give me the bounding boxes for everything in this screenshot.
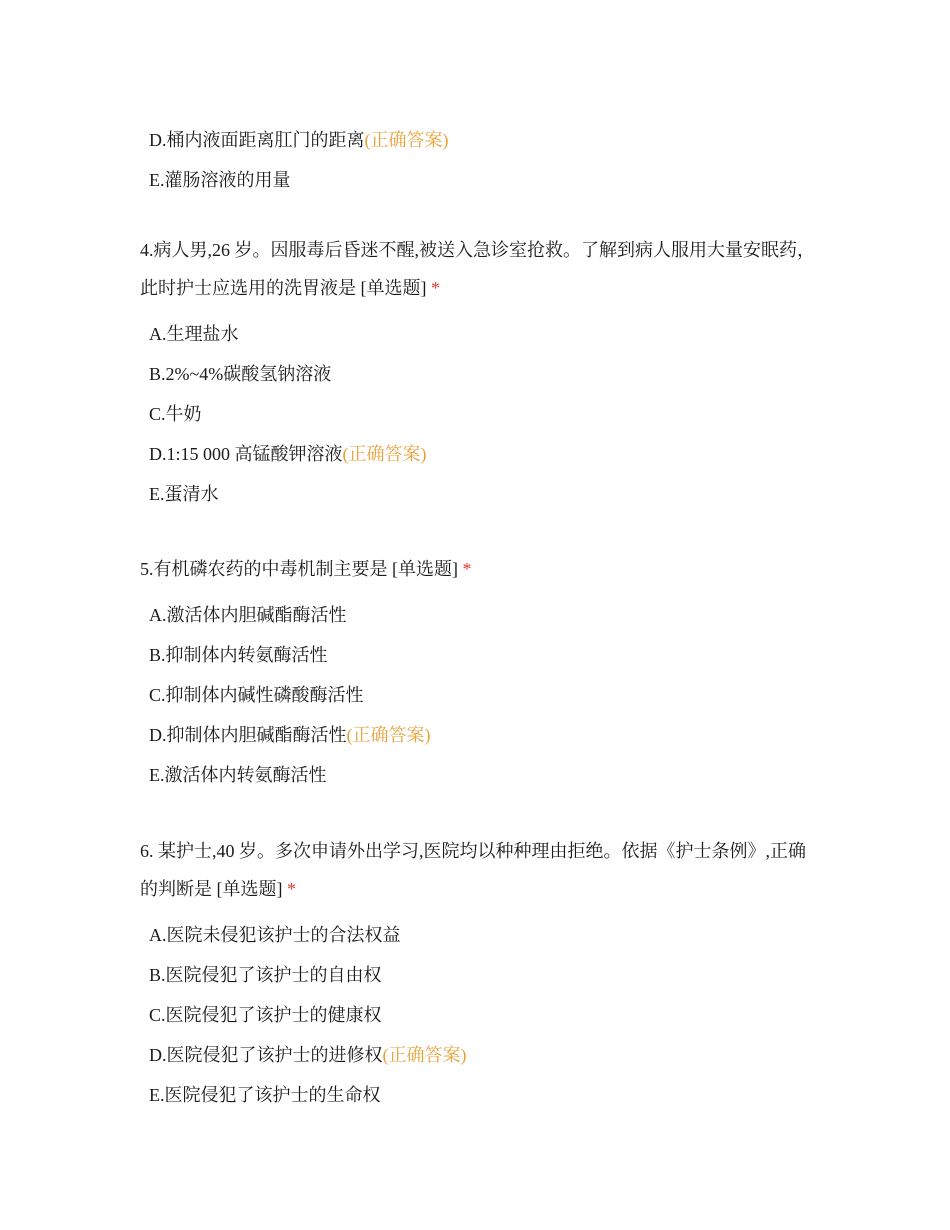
option-d[interactable] — [149, 120, 950, 160]
option-text: B.抑制体内转氨酶活性 — [149, 645, 328, 665]
option-text: E.医院侵犯了该护士的生命权 — [149, 1085, 381, 1105]
option-d[interactable] — [149, 434, 950, 474]
option-text: A.生理盐水 — [149, 324, 239, 344]
question-5 — [0, 550, 950, 795]
option-e[interactable] — [149, 474, 950, 514]
correct-answer-mark: (正确答案) — [342, 444, 427, 464]
option-c[interactable] — [149, 995, 950, 1035]
option-c[interactable] — [149, 394, 950, 434]
option-text: D.1:15 000 高锰酸钾溶液 — [149, 444, 343, 464]
option-text: D.抑制体内胆碱酯酶活性 — [149, 725, 347, 745]
option-e[interactable] — [149, 755, 950, 795]
question-text: 5.有机磷农药的中毒机制主要是 — [140, 559, 388, 579]
option-text: C.医院侵犯了该护士的健康权 — [149, 1005, 382, 1025]
option-text: A.激活体内胆碱酯酶活性 — [149, 605, 347, 625]
option-c[interactable] — [149, 675, 950, 715]
option-a[interactable] — [149, 915, 950, 955]
option-text: E.灌肠溶液的用量 — [149, 170, 291, 190]
correct-answer-mark: (正确答案) — [364, 130, 449, 150]
option-b[interactable] — [149, 635, 950, 675]
option-b[interactable] — [149, 354, 950, 394]
option-d[interactable] — [149, 715, 950, 755]
option-e[interactable] — [149, 1075, 950, 1115]
option-a[interactable] — [149, 595, 950, 635]
option-e[interactable] — [149, 160, 950, 200]
option-text: B.医院侵犯了该护士的自由权 — [149, 965, 382, 985]
option-text: E.激活体内转氨酶活性 — [149, 765, 327, 785]
correct-answer-mark: (正确答案) — [346, 725, 431, 745]
question-type: [单选题] — [360, 278, 427, 298]
option-b[interactable] — [149, 955, 950, 995]
option-text: D.桶内液面距离肛门的距离 — [149, 130, 365, 150]
required-mark: * — [431, 278, 440, 298]
option-d[interactable] — [149, 1035, 950, 1075]
question-stem — [140, 550, 820, 588]
option-text: B.2%~4%碳酸氢钠溶液 — [149, 364, 332, 384]
option-text: C.牛奶 — [149, 404, 202, 424]
option-text: D.医院侵犯了该护士的进修权 — [149, 1045, 383, 1065]
required-mark: * — [462, 559, 472, 579]
option-text: A.医院未侵犯该护士的合法权益 — [149, 925, 401, 945]
option-text: C.抑制体内碱性磷酸酶活性 — [149, 685, 364, 705]
question-stem — [140, 231, 820, 307]
question-type: [单选题] — [392, 559, 458, 579]
required-mark: * — [287, 879, 296, 899]
correct-answer-mark: (正确答案) — [382, 1045, 467, 1065]
question-text: 4.病人男,26 岁。因服毒后昏迷不醒,被送入急诊室抢救。了解到病人服用大量安眠药，此时护士应选用的洗胃液是 — [140, 240, 815, 298]
question-6 — [0, 832, 950, 1115]
option-a[interactable] — [149, 314, 950, 354]
question-stem — [140, 832, 820, 908]
question-4 — [0, 231, 950, 514]
option-text: E.蛋清水 — [149, 484, 219, 504]
question-3-continuation — [0, 120, 950, 200]
question-text: 6. 某护士,40 岁。多次申请外出学习,医院均以种种理由拒绝。依据《护士条例》,正确的判断是 — [140, 841, 806, 899]
question-type: [单选题] — [216, 879, 283, 899]
